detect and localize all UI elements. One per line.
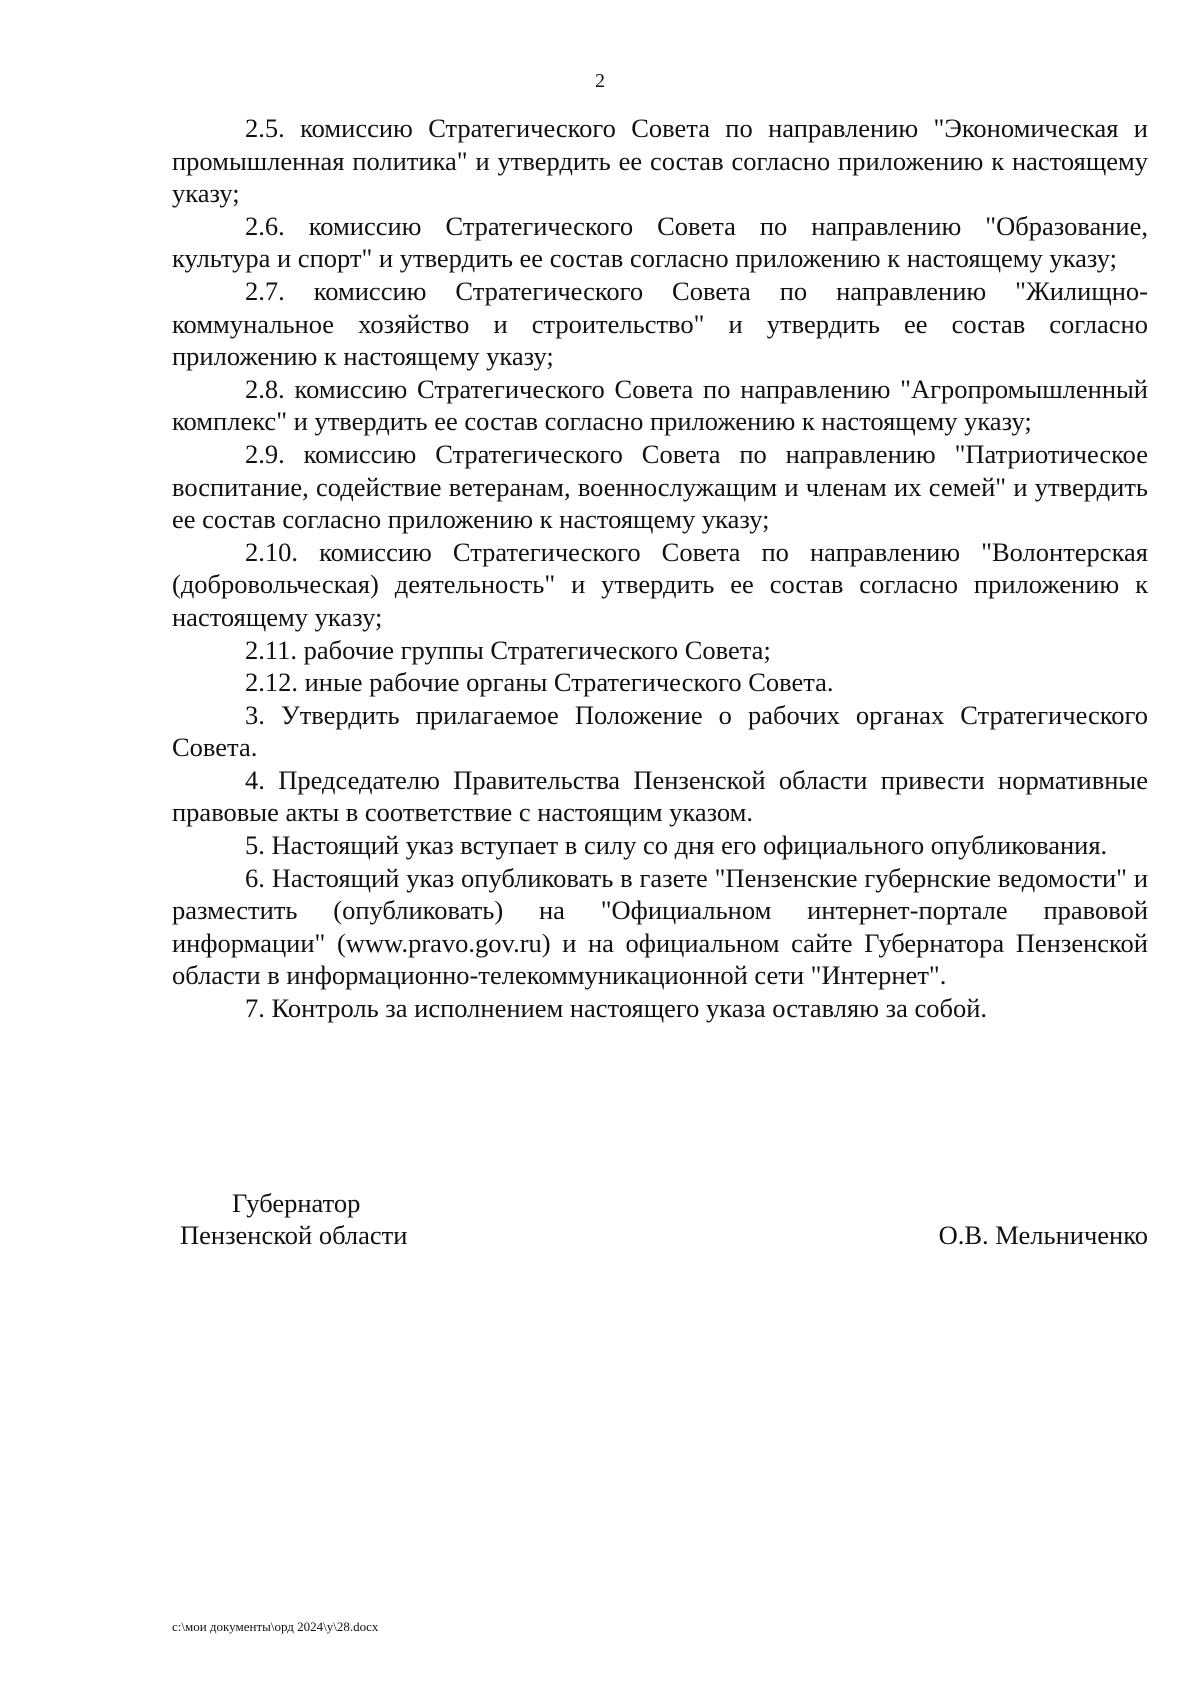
signatory-region: Пензенской области [180,1220,408,1250]
document-body [172,112,1148,1025]
signatory-title: Губернатор [232,1188,361,1218]
paragraph-2-8: 2.8. комиссию Стратегического Совета по направлению "Агропромышленный комплекс" и утвердить ее состав согласно приложению к настоящему указу; [172,373,1148,437]
paragraph-2-10: 2.10. комиссию Стратегического Совета по направлению "Волонтерская (добровольческая) деятельность" и утвердить ее состав согласно приложению к настоящему указу; [172,536,1148,632]
paragraph-2-9: 2.9. комиссию Стратегического Совета по направлению "Патриотическое воспитание, содействие ветеранам, военнослужащим и членам их семей" и утвердить ее состав согласно приложению к настоящему указу; [172,438,1148,535]
paragraph-2-6: 2.6. комиссию Стратегического Совета по направлению "Образование, культура и спорт" и утвердить ее состав согласно приложению к настоящему указу; [172,210,1148,274]
page-number: 2 [595,70,605,92]
paragraph-4: 4. Председателю Правительства Пензенской области привести нормативные правовые акты в соответствие с настоящим указом. [172,764,1148,828]
paragraph-2-11: 2.11. рабочие группы Стратегического Совета; [245,634,771,665]
paragraph-5: 5. Настоящий указ вступает в силу со дня его официального опубликования. [245,830,1108,861]
paragraph-3: 3. Утвердить прилагаемое Положение о рабочих органах Стратегического Совета. [172,699,1148,763]
signatory-name: О.В. Мельниченко [938,1220,1148,1250]
paragraph-2-5: 2.5. комиссию Стратегического Совета по направлению "Экономическая и промышленная политика" и утвердить ее состав согласно приложению к настоящему указу; [172,113,1148,209]
paragraph-7: 7. Контроль за исполнением настоящего указа оставляю за собой. [245,993,988,1024]
paragraph-6: 6. Настоящий указ опубликовать в газете "Пензенские губернские ведомости" и разместить (опубликовать) на "Официальном интернет-портале правовой информации" (www.pravo.gov.ru) и на официальном сайте Губернатора Пензенской области в информационно-телекоммуникационной сети "Интернет". [172,862,1148,991]
paragraph-2-7: 2.7. комиссию Стратегического Совета по направлению "Жилищно-коммунальное хозяйство и строительство" и утвердить ее состав согласно приложению к настоящему указу; [172,275,1148,372]
signature-block [172,1187,1148,1267]
paragraph-2-12: 2.12. иные рабочие органы Стратегического Совета. [245,667,834,698]
file-path-footer: c:\мои документы\орд 2024\у\28.docx [172,1619,379,1634]
